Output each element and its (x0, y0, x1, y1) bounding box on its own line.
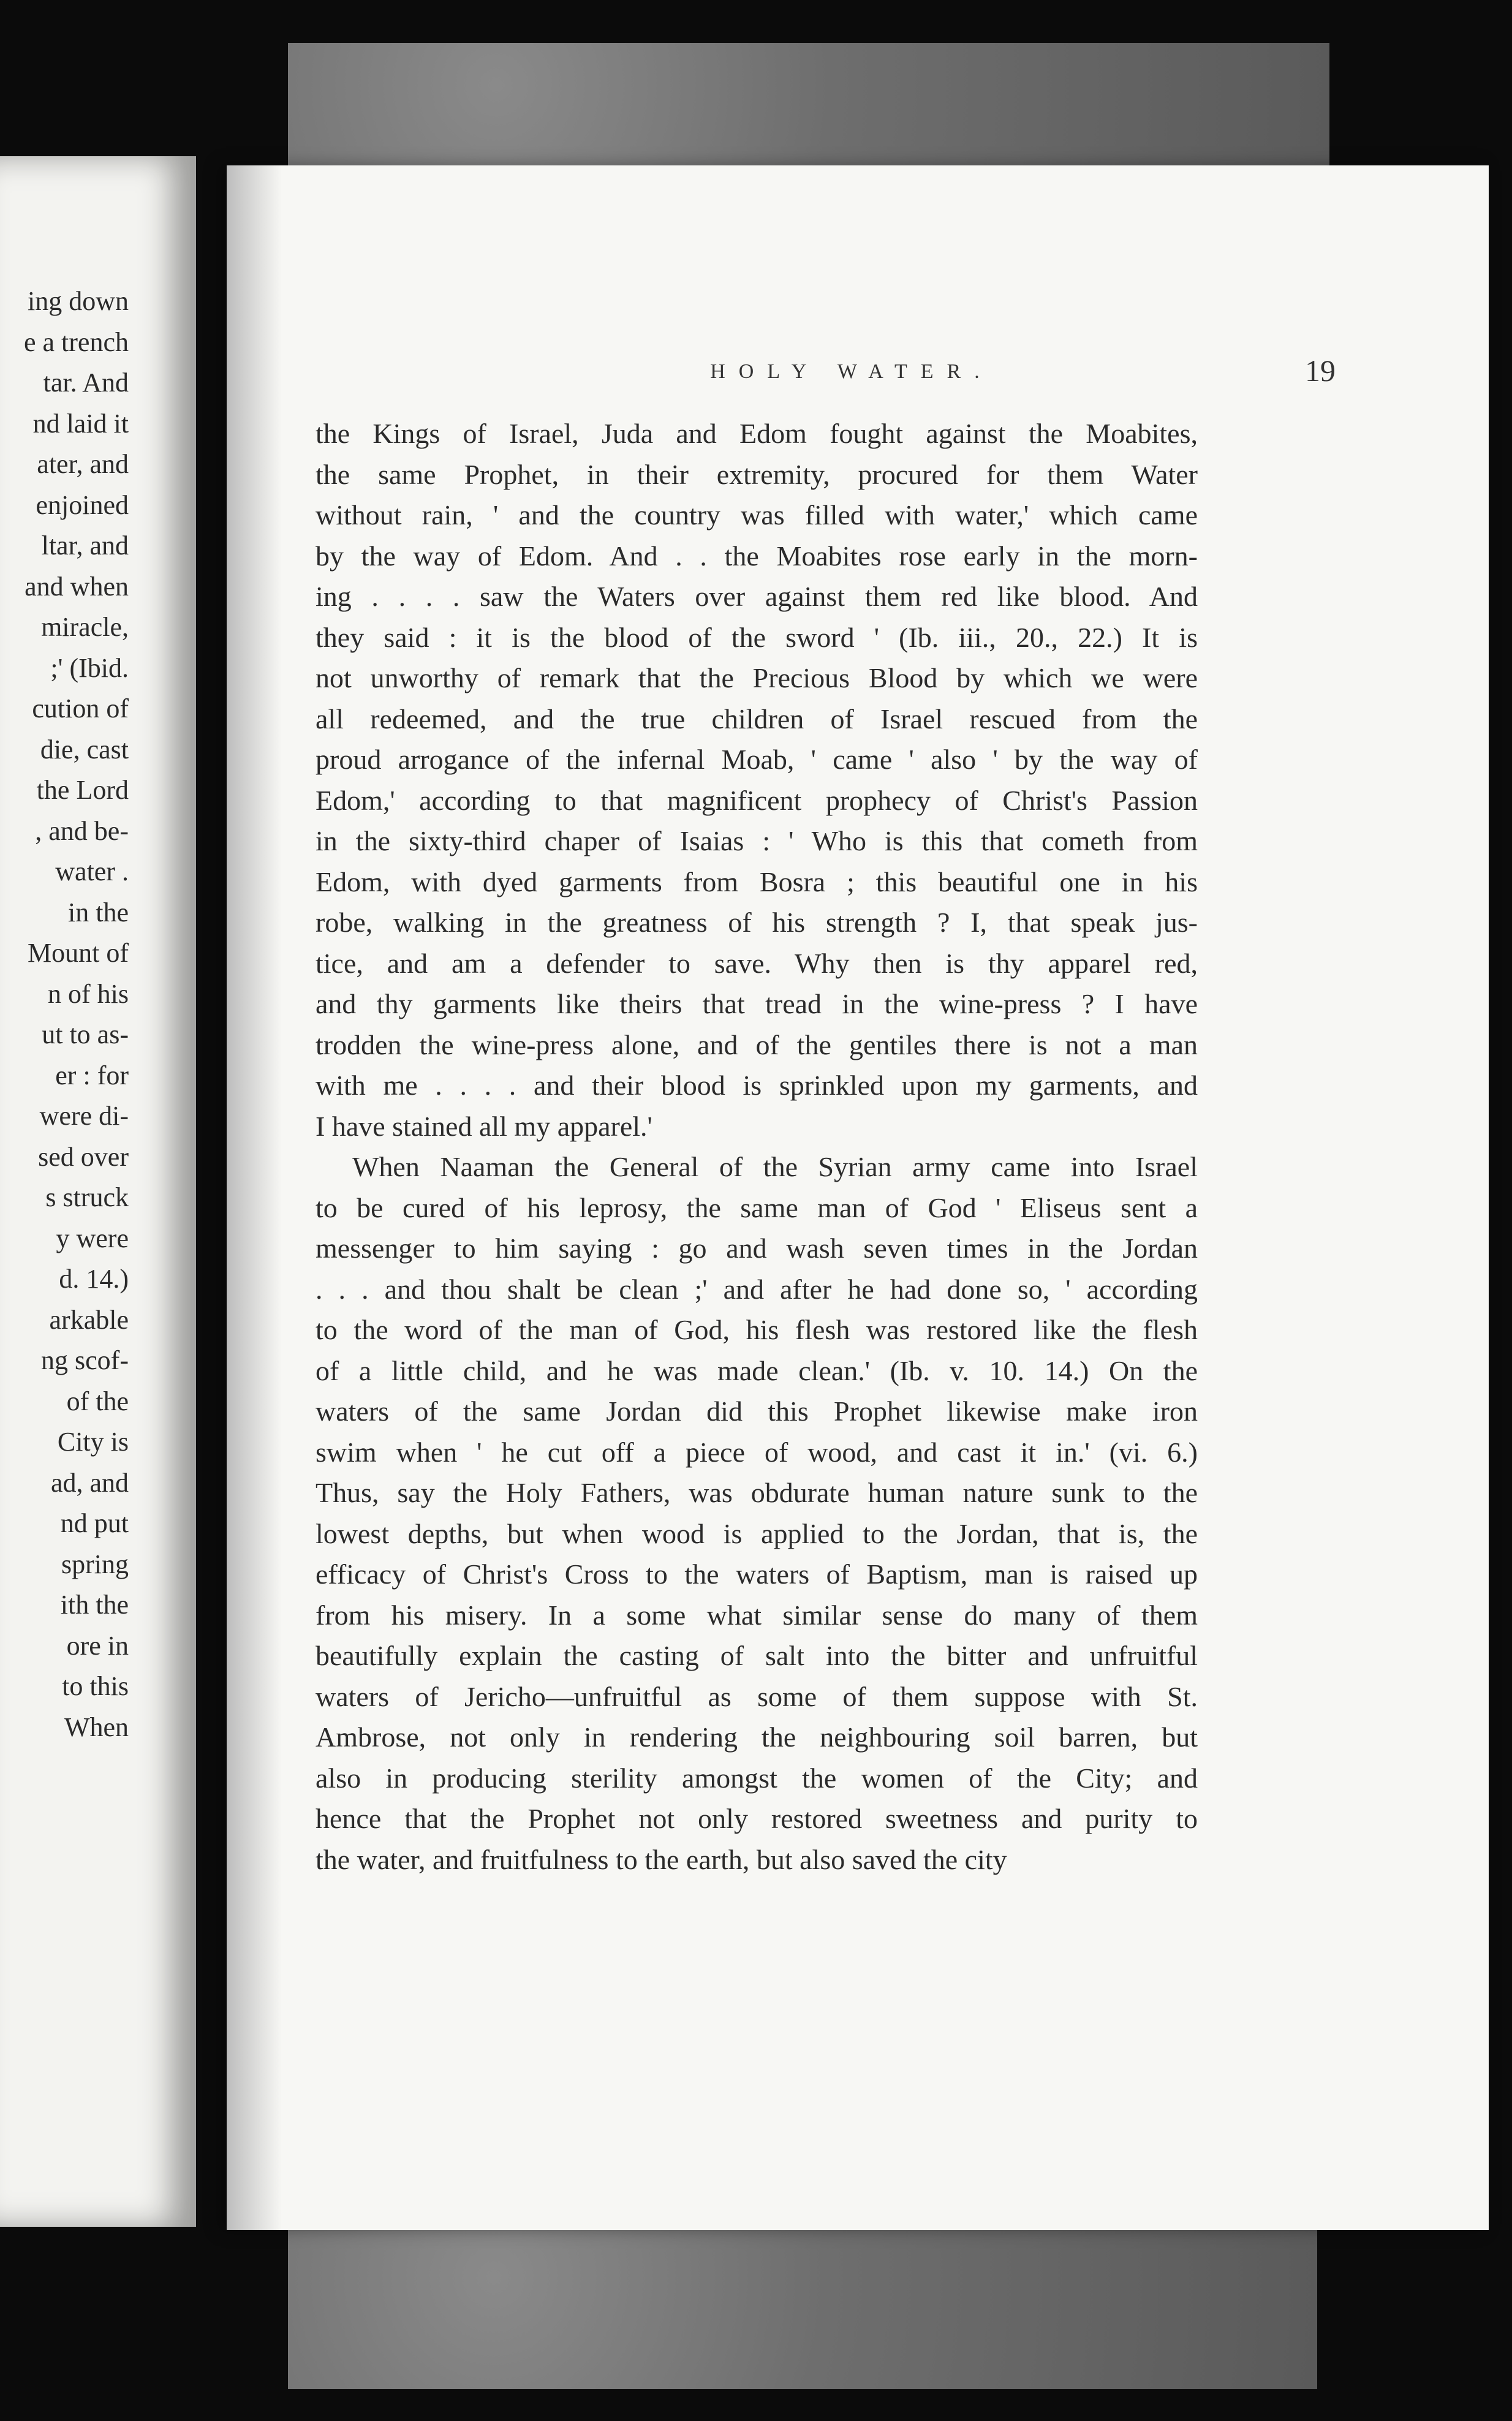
left-page-text-fragment: nd laid it (32, 408, 129, 439)
text-line: waters of Jericho—unfruitful as some of them suppose with St. (316, 1680, 1198, 1712)
left-page-text-fragment: of the (66, 1386, 129, 1416)
left-page-text-fragment: tar. And (43, 368, 129, 398)
text-line: lowest depths, but when wood is applied to the Jordan, that is, the (316, 1517, 1198, 1549)
text-line: Thus, say the Holy Fathers, was obdurate human nature sunk to the (316, 1477, 1198, 1508)
left-page-text-fragment: water . (55, 856, 129, 886)
left-page-text-fragment: ut to as- (42, 1019, 129, 1049)
text-line: Edom, with dyed garments from Bosra ; this beautiful one in his (316, 866, 1198, 897)
left-page-text-fragment: y were (56, 1223, 129, 1253)
left-page-text-fragment: ng scof- (41, 1345, 129, 1375)
left-page-text-fragment: er : for (55, 1060, 129, 1090)
left-page-text-fragment: to this (62, 1671, 129, 1701)
text-line: by the way of Edom. And . . the Moabites rose early in the morn- (316, 540, 1198, 572)
left-page-text-fragment: When (64, 1712, 129, 1742)
text-line: Edom,' according to that magnificent prophecy of Christ's Passion (316, 784, 1198, 816)
left-page-text-fragment: die, cast (40, 734, 129, 765)
text-line: in the sixty-third chaper of Isaias : ' Who is this that cometh from (316, 825, 1198, 856)
text-line: trodden the wine-press alone, and of the gentiles there is not a man (316, 1029, 1198, 1060)
text-line: ing . . . . saw the Waters over against them red like blood. And (316, 581, 1198, 612)
text-line: beautifully explain the casting of salt into the bitter and unfruitful (316, 1640, 1198, 1671)
text-line: the water, and fruitfulness to the earth, but also saved the city (316, 1843, 1007, 1875)
text-line: from his misery. In a some what similar sense do many of them (316, 1599, 1198, 1631)
left-page-text-fragment: d. 14.) (59, 1264, 129, 1294)
text-line: they said : it is the blood of the sword ' (Ib. iii., 20., 22.) It is (316, 621, 1198, 653)
left-page-text-fragment: and when (25, 571, 129, 602)
left-page-text-fragment: the Lord (36, 775, 129, 805)
text-line: to the word of the man of God, his flesh was restored like the flesh (316, 1314, 1198, 1345)
left-page-text-fragment: n of his (48, 978, 129, 1009)
text-line: When Naaman the General of the Syrian army came into Israel (352, 1151, 1198, 1182)
text-line: with me . . . . and their blood is sprinkled upon my garments, and (316, 1070, 1198, 1101)
left-page-text-fragment: ater, and (37, 449, 129, 479)
text-line: the Kings of Israel, Juda and Edom fought against the Moabites, (316, 418, 1198, 449)
text-line: the same Prophet, in their extremity, procured for them Water (316, 458, 1198, 490)
text-line: of a little child, and he was made clean.' (Ib. v. 10. 14.) On the (316, 1354, 1198, 1386)
scan-background-bottom (288, 2230, 1317, 2389)
text-line: robe, walking in the greatness of his strength ? I, that speak jus- (316, 907, 1198, 938)
left-page-text-fragment: ith the (60, 1590, 129, 1620)
text-line: without rain, ' and the country was filled with water,' which came (316, 499, 1198, 531)
left-page-text-fragment: City is (57, 1427, 129, 1457)
left-page-text-fragment: ore in (66, 1630, 129, 1661)
left-page-text-fragment: were di- (39, 1101, 129, 1131)
scan-background-top (288, 43, 1329, 184)
text-line: hence that the Prophet not only restored sweetness and purity to (316, 1803, 1198, 1834)
left-page-text-fragment: enjoined (36, 489, 129, 520)
text-line: not unworthy of remark that the Precious Blood by which we were (316, 662, 1198, 693)
page-number: 19 (1305, 353, 1336, 388)
body-text (316, 414, 1198, 1880)
left-page-text-fragment: ltar, and (41, 531, 129, 561)
text-line: . . . and thou shalt be clean ;' and after he had done so, ' according (316, 1273, 1198, 1305)
left-page-text-fragment: cution of (32, 693, 129, 723)
text-line: and thy garments like theirs that tread in the wine-press ? I have (316, 988, 1198, 1019)
text-line: tice, and am a defender to save. Why then is thy apparel red, (316, 947, 1198, 979)
left-page-text-fragment: s struck (45, 1182, 129, 1212)
text-line: proud arrogance of the infernal Moab, ' came ' also ' by the way of (316, 744, 1198, 775)
text-line: to be cured of his leprosy, the same man of God ' Eliseus sent a (316, 1192, 1198, 1223)
left-page-text-fragment: in the (68, 897, 129, 927)
text-line: efficacy of Christ's Cross to the waters of Baptism, man is raised up (316, 1558, 1198, 1590)
left-page-text-fragment: nd put (60, 1508, 129, 1538)
text-line: swim when ' he cut off a piece of wood, and cast it in.' (vi. 6.) (316, 1436, 1198, 1468)
text-line: all redeemed, and the true children of Israel rescued from the (316, 703, 1198, 735)
left-page-text-fragment: ;' (Ibid. (50, 652, 129, 683)
left-page-text-fragment: ad, and (50, 1467, 129, 1498)
text-line: messenger to him saying : go and wash seven times in the Jordan (316, 1233, 1198, 1264)
left-page-text-fragment: arkable (49, 1304, 129, 1335)
text-line: also in producing sterility amongst the women of the City; and (316, 1762, 1198, 1794)
left-page-text-fragment: miracle, (41, 612, 129, 642)
left-page-text-fragment: , and be- (35, 815, 129, 846)
left-page-text-fragment: sed over (38, 1141, 129, 1172)
left-page-text-fragment: spring (61, 1549, 129, 1579)
left-page (0, 156, 196, 2227)
text-line: Ambrose, not only in rendering the neighbouring soil barren, but (316, 1721, 1198, 1753)
text-line: waters of the same Jordan did this Prophet likewise make iron (316, 1396, 1198, 1427)
left-page-text-fragment: ing down (28, 286, 129, 316)
right-page (227, 165, 1489, 2230)
running-head: HOLY WATER. (710, 360, 993, 383)
left-page-text-fragment: Mount of (28, 938, 129, 968)
left-page-text-fragment: e a trench (24, 327, 129, 357)
text-line: I have stained all my apparel.' (316, 1110, 652, 1142)
